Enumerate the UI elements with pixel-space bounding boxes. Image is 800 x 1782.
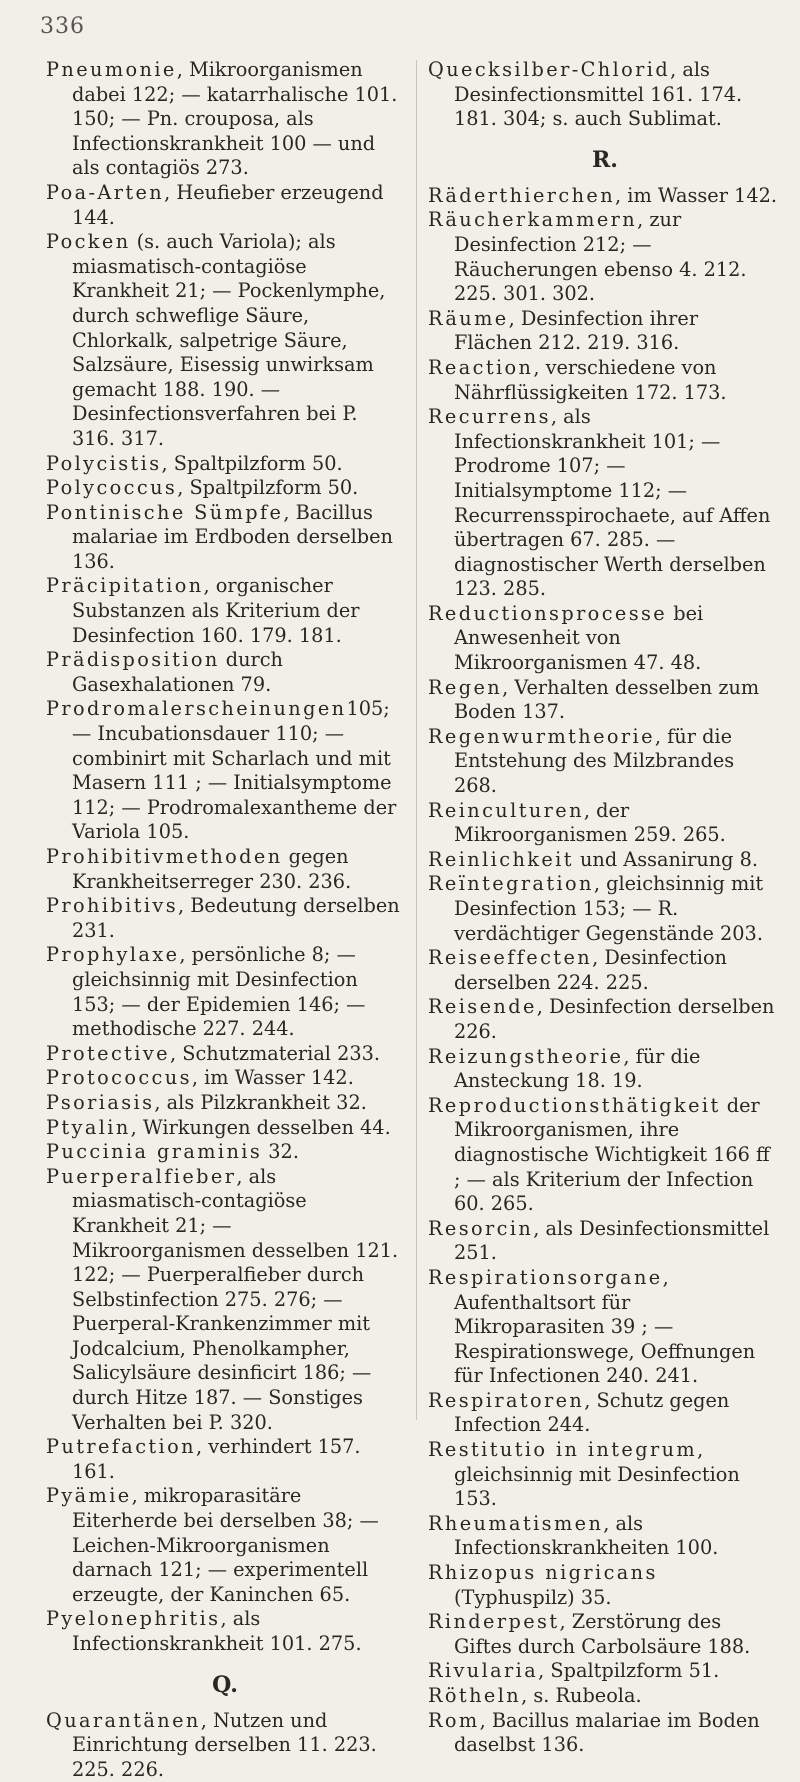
index-entry [428, 58, 782, 132]
entry-keyword: Polycistis [46, 451, 162, 475]
entry-text: , verschiedene von Nährflüssigkeiten 172. 173. [454, 355, 727, 404]
entry-keyword: Rheumatismen [428, 1511, 604, 1535]
entry-keyword: Ptyalin [46, 1115, 131, 1139]
entry-text: , gleichsinnig mit Desinfection 153; — R. verdächtiger Gegenstände 203. [454, 872, 764, 945]
section-heading-r: R. [592, 146, 618, 173]
index-entry [46, 894, 404, 943]
entry-text: 32. [262, 1140, 299, 1164]
entry-keyword: Respiratoren [428, 1388, 585, 1412]
entry-text: , Spaltpilzform 50. [161, 451, 343, 475]
index-entry [46, 1607, 404, 1656]
index-entry [46, 1165, 404, 1436]
entry-keyword: Regen [428, 675, 503, 699]
entry-keyword: Pneumonie [46, 58, 177, 81]
index-entry [428, 995, 782, 1044]
index-entry [46, 476, 404, 501]
entry-text: , Wirkungen desselben 44. [130, 1115, 391, 1139]
index-entry [46, 1435, 404, 1484]
entry-text: , Spaltpilzform 51. [538, 1659, 720, 1683]
index-entry [428, 799, 782, 848]
entry-text: , Bedeutung derselben 231. [72, 894, 400, 942]
index-entry [46, 574, 404, 648]
entry-keyword: Pyelonephritis [46, 1607, 221, 1631]
entry-keyword: Räderthierchen [428, 183, 616, 207]
index-entry [428, 725, 782, 799]
entry-keyword: Prophylaxe [46, 943, 180, 967]
entry-text: , organischer Substanzen als Kriterium der Desinfection 160. 179. 181. [72, 574, 360, 647]
index-entry [46, 1116, 404, 1141]
index-entry [428, 208, 782, 306]
entry-keyword: Protococcus [46, 1066, 192, 1090]
entry-text: und Assanirung 8. [573, 847, 759, 871]
entry-text: , verhindert 157. 161. [72, 1435, 361, 1483]
index-entry [46, 181, 404, 230]
index-entry [428, 1610, 782, 1659]
entry-keyword: Reïntegration [428, 872, 594, 896]
left-column [46, 58, 404, 1782]
entry-keyword: Recurrens [428, 405, 551, 429]
entry-keyword: Quecksilber-Chlorid [428, 58, 671, 81]
entry-keyword: Reinculturen [428, 798, 584, 822]
entry-keyword: Rötheln [428, 1684, 522, 1707]
index-entry [46, 1709, 404, 1782]
entry-text: , als miasmatisch-contagiöse Krankheit 21; — Mikroorganismen desselben 121. 122; — Puerperalfieber durch Selbstinfection 275. 276; — Puerperal-Krankenzimmer mit Jodcalcium, Phenolkampher, Salicylsäure desinficirt 186; — durch Hitze 187. — Sonstiges Verhalten bei P. 320. [72, 1164, 399, 1434]
index-entry [46, 1091, 404, 1116]
entry-text: , Spaltpilzform 50. [177, 476, 359, 500]
column-divider [416, 60, 417, 1420]
entry-keyword: Reiseeffecten [428, 946, 593, 970]
index-entry [46, 1042, 404, 1067]
entry-text: , Mikroorganismen dabei 122; — katarrhalische 101. 150; — Pn. crouposa, als Infectionskrankheit 100 — und als contagiös 273. [72, 58, 398, 180]
entry-text: , für die Entstehung des Milzbrandes 268. [454, 724, 735, 798]
index-entry [428, 1659, 782, 1684]
index-entry [428, 1684, 782, 1709]
index-entry [46, 501, 404, 575]
entry-keyword: Präcipitation [46, 574, 204, 598]
index-entry [46, 230, 404, 451]
entry-text: , gleichsinnig mit Desinfection 153. [454, 1438, 740, 1511]
entry-keyword: Protective [46, 1041, 170, 1065]
entry-keyword: Reisende [428, 995, 537, 1019]
entry-text: , Heufieber erzeugend 144. [72, 180, 384, 229]
index-entry [46, 845, 404, 894]
entry-keyword: Reproductionsthätigkeit [428, 1093, 721, 1117]
index-entry [428, 307, 782, 356]
entry-text: , zur Desinfection 212; — Räucherungen ebenso 4. 212. 225. 301. 302. [454, 208, 747, 306]
entry-text: , als Infectionskrankheit 101; — Prodrome 107; — Initialsymptome 112; — Recurrensspirochaete, auf Affen übertragen 67. 285. — diagnostischer Werth derselben 123. 285. [454, 405, 771, 601]
entry-text: , Bacillus malariae im Erdboden derselben 136. [72, 500, 393, 573]
index-entry [46, 1140, 404, 1165]
left-q-entries [46, 1709, 404, 1782]
entry-text: , Bacillus malariae im Boden daselbst 136. [454, 1708, 760, 1757]
entry-keyword: Regenwurmtheorie [428, 724, 655, 748]
index-entry [46, 648, 404, 697]
entry-text: , Desinfection ihrer Flächen 212. 219. 316. [454, 306, 699, 355]
entry-text: (Typhuspilz) 35. [454, 1585, 612, 1609]
entry-keyword: Rom [428, 1708, 480, 1732]
entry-text: , persönliche 8; — gleichsinnig mit Desinfection 153; — der Epidemien 146; — methodische 227. 244. [72, 943, 366, 1041]
index-entry [428, 1561, 782, 1610]
entry-keyword: Respirationsorgane [428, 1265, 663, 1289]
entry-text: , als Desinfectionsmittel 161. 174. 181. 304; s. auch Sublimat. [454, 58, 743, 131]
entry-text: , als Desinfectionsmittel 251. [454, 1216, 770, 1265]
entry-text: , s. Rubeola. [521, 1684, 642, 1707]
entry-text: , der Mikroorganismen 259. 265. [454, 798, 726, 847]
entry-text: , Desinfection derselben 224. 225. [454, 946, 727, 994]
entry-keyword: Rinderpest [428, 1610, 560, 1634]
entry-keyword: Prodromalerscheinungen [46, 697, 347, 721]
entry-keyword: Reinlichkeit [428, 847, 574, 871]
index-entry [428, 1266, 782, 1389]
index-entry [428, 872, 782, 946]
index-entry [46, 1066, 404, 1091]
entry-text: , für die Ansteckung 18. 19. [454, 1044, 701, 1093]
entry-keyword: Psoriasis [46, 1090, 155, 1114]
entry-keyword: Reizungstheorie [428, 1044, 624, 1068]
entry-text: , Verhalten desselben zum Boden 137. [454, 675, 760, 724]
entry-text: , mikroparasitäre Eiterherde bei derselben 38; — Leichen-Mikroorganismen darnach 121; — experimentell erzeugte, der Kaninchen 65. [72, 1484, 379, 1606]
entry-keyword: Restitutio in integrum [428, 1438, 698, 1462]
index-entry [428, 1094, 782, 1217]
entry-keyword: Prädisposition [46, 648, 220, 672]
index-entry [428, 1217, 782, 1266]
entry-text: bei Anwesenheit von Mikroorganismen 47. 48. [454, 601, 704, 675]
entry-keyword: Puerperalfieber [46, 1164, 237, 1188]
index-entry [428, 1045, 782, 1094]
entry-text: der Mikroorganismen, ihre diagnostische Wichtigkeit 166 ff ; — als Kriterium der Infection 60. 265. [454, 1093, 770, 1216]
entry-text: (s. auch Variola); als miasmatisch-contagiöse Krankheit 21; — Pockenlymphe, durch schweflige Säure, Chlorkalk, salpetrige Säure, Salzsäure, Eisessig unwirksam gemacht 188. 190. — Desinfectionsverfahren bei P. 316. 317. [72, 230, 386, 450]
entry-keyword: Quarantänen [46, 1708, 201, 1732]
entry-keyword: Rhizopus nigricans [428, 1561, 658, 1585]
section-heading-q: Q. [212, 1671, 238, 1698]
left-entries [46, 58, 404, 1657]
entry-keyword: Räucherkammern [428, 208, 638, 232]
index-entry [428, 1389, 782, 1438]
index-entry [428, 946, 782, 995]
entry-keyword: Pocken [46, 230, 131, 254]
index-entry [428, 848, 782, 873]
entry-text: 105;— Incubationsdauer 110; — combinirt mit Scharlach und mit Masern 111 ; — Initialsymptome 112; — Prodromalexantheme der Variola 105. [72, 697, 397, 844]
index-entry [46, 1484, 404, 1607]
entry-text: , im Wasser 142. [191, 1066, 354, 1090]
index-entry [46, 697, 404, 845]
entry-text: , Desinfection derselben 226. [454, 995, 775, 1043]
entry-text: durch Gasexhalationen 79. [72, 648, 283, 696]
entry-text: , Schutzmaterial 233. [169, 1041, 381, 1065]
index-entry [428, 356, 782, 405]
entry-keyword: Prohibitivs [46, 894, 178, 918]
right-entries [428, 184, 782, 1758]
page-number: 336 [40, 14, 85, 39]
index-entry [428, 1512, 782, 1561]
index-entry [46, 943, 404, 1041]
entry-text: , als Infectionskrankheiten 100. [454, 1511, 719, 1560]
entry-text: , Schutz gegen Infection 244. [454, 1388, 730, 1437]
index-entry [46, 452, 404, 477]
index-entry [428, 405, 782, 602]
entry-keyword: Pontinische Sümpfe [46, 500, 284, 524]
entry-keyword: Polycoccus [46, 476, 178, 500]
entry-text: gegen Krankheitserreger 230. 236. [72, 845, 352, 893]
index-entry [428, 1438, 782, 1512]
entry-text: , Zerstörung des Giftes durch Carbolsäure 188. [454, 1610, 751, 1658]
entry-keyword: Putrefaction [46, 1435, 196, 1459]
entry-text: , im Wasser 142. [615, 183, 777, 207]
right-column [428, 58, 782, 1758]
right-top-entries [428, 58, 782, 132]
index-entry [428, 184, 782, 209]
index-entry [428, 676, 782, 725]
entry-keyword: Reaction [428, 355, 534, 379]
entry-text: , als Pilzkrankheit 32. [154, 1090, 367, 1114]
index-entry [428, 602, 782, 676]
entry-keyword: Puccinia graminis [46, 1140, 263, 1164]
entry-keyword: Resorcin [428, 1216, 534, 1240]
entry-keyword: Räume [428, 306, 509, 330]
entry-text: , Nutzen und Einrichtung derselben 11. 223. 225. 226. [72, 1708, 377, 1781]
entry-keyword: Pyämie [46, 1484, 132, 1508]
entry-text: , Aufenthaltsort für Mikroparasiten 39 ; — Respirationswege, Oeffnungen für Infectionen 240. 241. [454, 1265, 756, 1388]
entry-text: , als Infectionskrankheit 101. 275. [72, 1607, 362, 1655]
index-entry [428, 1709, 782, 1758]
entry-keyword: Reductionsprocesse [428, 601, 668, 625]
entry-keyword: Rivularia [428, 1659, 539, 1683]
index-entry [46, 58, 404, 181]
entry-keyword: Poa-Arten [46, 180, 165, 204]
entry-keyword: Prohibitivmethoden [46, 845, 283, 868]
